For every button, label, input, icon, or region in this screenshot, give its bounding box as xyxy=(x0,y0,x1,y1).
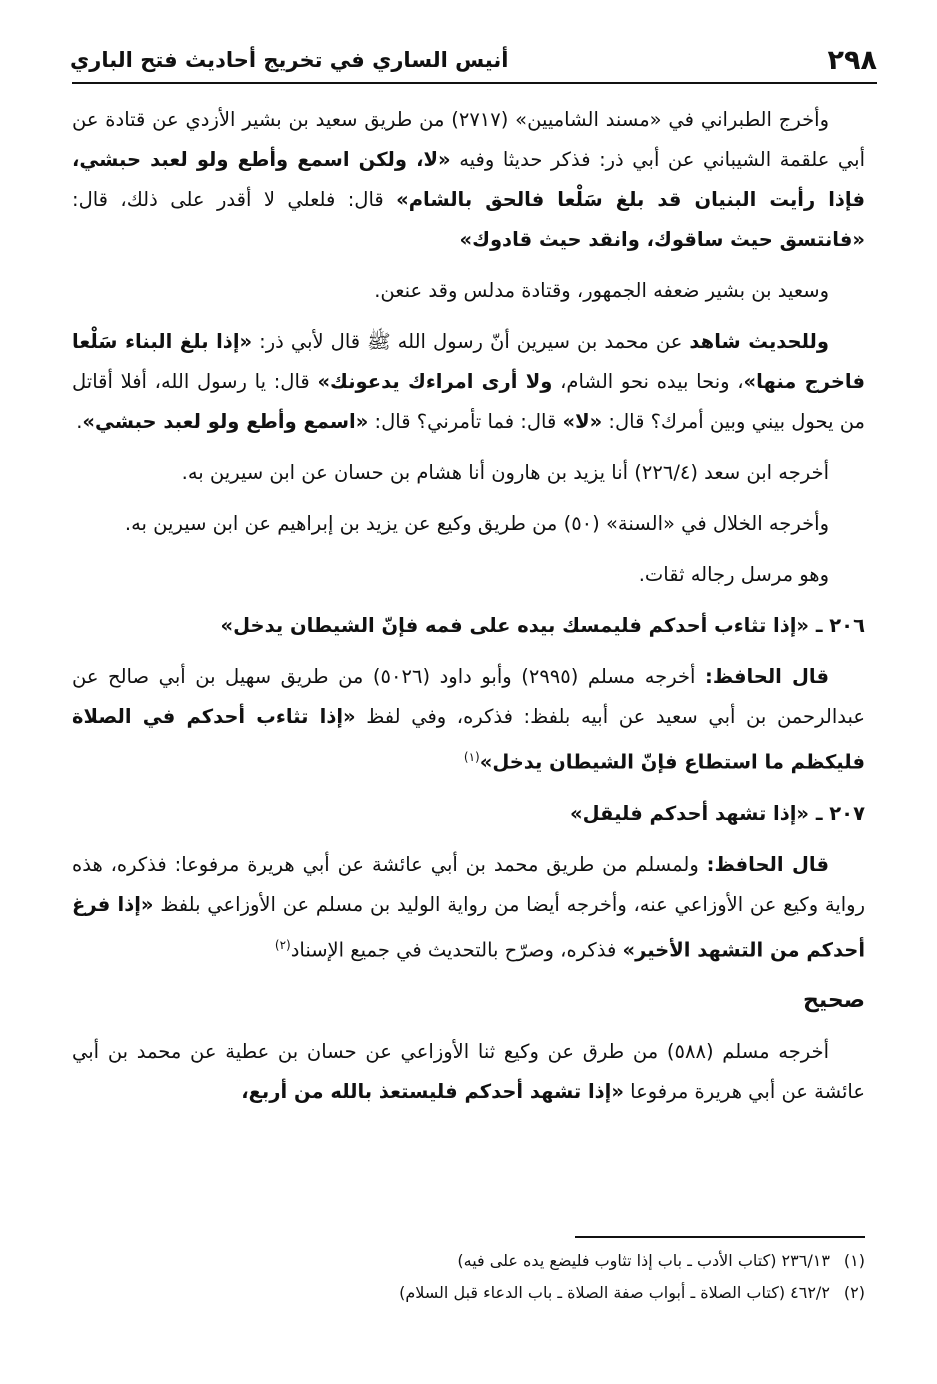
paragraph-grading: وسعيد بن بشير ضعفه الجمهور، وقتادة مدلس وقد عنعن. xyxy=(374,279,829,302)
hadith-quote: «اسمع وأطع ولو لعبد حبشي» xyxy=(82,410,369,433)
footnote-item xyxy=(200,1245,865,1277)
footnote-ref: (١) xyxy=(463,750,480,764)
footnote-number: (١) xyxy=(843,1251,865,1270)
bold-lead: وللحديث شاهد xyxy=(689,330,829,353)
paragraph-shahid xyxy=(72,322,865,442)
footnote-rule xyxy=(575,1236,865,1238)
hadith-quote: «فانتسق حيث ساقوك، وانقد حيث قادوك» xyxy=(459,228,865,251)
page-body xyxy=(72,100,865,1123)
paragraph-hafiz-207 xyxy=(72,845,865,971)
header-rule xyxy=(72,82,877,84)
footnote-item xyxy=(200,1277,865,1309)
running-title: أنيس الساري في تخريج أحاديث فتح الباري xyxy=(70,48,509,72)
footnote-ref: (٢) xyxy=(274,937,291,952)
hadith-quote: «لا» xyxy=(562,410,603,433)
text: فذكره، وصرّح بالتحديث في جميع الإسناد xyxy=(290,938,623,961)
hadith-quote: «إذا تثاءب أحدكم في الصلاة فليكظم ما استطاع فإنّ الشيطان يدخل» xyxy=(72,705,865,774)
footnote-text: ٤٦٢/٢ (كتاب الصلاة ـ أبواب صفة الصلاة ـ باب الدعاء قبل السلام) xyxy=(399,1283,830,1302)
text: أخرجه مسلم (٢٩٩٥) وأبو داود (٥٠٢٦) من طريق سهيل بن أبي صالح عن عبدالرحمن بن أبي سعيد عن أبيه بلفظ: فذكره، وفي لفظ xyxy=(72,665,865,728)
page-number: ٢٩٨ xyxy=(827,44,877,76)
text: قال: فما تأمرني؟ قال: xyxy=(368,410,563,433)
hadith-quote: «لا، ولكن اسمع وأطع ولو لعبد حبشي، فإذا رأيت البنيان قد بلغ سَلْعا فالحق بالشام» xyxy=(72,148,865,211)
hadith-heading-206: ٢٠٦ ـ «إذا تثاءب أحدكم فليمسك بيده على فمه فإنّ الشيطان يدخل» xyxy=(220,614,865,637)
text: ، ونحا بيده نحو الشام، xyxy=(552,370,744,393)
text: . xyxy=(76,410,83,433)
text: أخرجه مسلم (٥٨٨) من طرق عن وكيع ثنا الأوزاعي عن حسان بن عطية عن محمد بن أبي عائشة عن أبي هريرة مرفوعا xyxy=(72,1040,865,1103)
hadith-quote: «إذا بلغ البناء سَلْعا فاخرج منها» xyxy=(72,330,866,393)
bold-lead: قال الحافظ: xyxy=(706,852,829,876)
paragraph-hafiz-206 xyxy=(72,657,865,783)
footnotes xyxy=(200,1245,865,1309)
text: ولمسلم من طريق محمد بن أبي عائشة عن أبي هريرة مرفوعا: فذكره، هذه رواية وكيع عن الأوزاعي عنه، وأخرجه أيضا من رواية الوليد بن مسلم عن الأوزاعي بلفظ xyxy=(72,852,865,916)
footnote-number: (٢) xyxy=(843,1283,865,1302)
paragraph-khallal: وأخرجه الخلال في «السنة» (٥٠) من طريق وكيع عن يزيد بن إبراهيم عن ابن سيرين به. xyxy=(124,512,829,535)
paragraph-muslim xyxy=(72,1032,865,1112)
page-header xyxy=(70,40,877,80)
text: وأخرج الطبراني في «مسند الشاميين» (٢٧١٧) من طريق سعيد بن بشير الأزدي عن قتادة عن أبي علقمة الشيباني عن أبي ذر: فذكر حديثا وفيه xyxy=(72,108,865,171)
paragraph-tabarani xyxy=(72,100,865,260)
hadith-quote: «إذا فرغ أحدكم من التشهد الأخير» xyxy=(72,892,865,961)
bold-lead: قال الحافظ: xyxy=(705,665,829,688)
sahih-label: صحيح xyxy=(803,988,865,1013)
footnote-text: ٢٣٦/١٣ (كتاب الأدب ـ باب إذا تثاوب فليضع يده على فيه) xyxy=(457,1251,830,1270)
hadith-quote: ولا أرى امراءك يدعونك» xyxy=(317,370,553,393)
paragraph-mursal: وهو مرسل رجاله ثقات. xyxy=(638,563,829,586)
text: قال: يا رسول الله، أفلا أقاتل من يحول بيني وبين أمرك؟ قال: xyxy=(72,370,865,433)
text: قال: فلعلي لا أقدر على ذلك، قال: xyxy=(72,188,397,211)
hadith-heading-207: ٢٠٧ ـ «إذا تشهد أحدكم فليقل» xyxy=(570,801,865,825)
hadith-quote: «إذا تشهد أحدكم فليستعذ بالله من أربع، xyxy=(241,1080,624,1103)
paragraph-ibn-saad: أخرجه ابن سعد (٢٢٦/٤) أنا يزيد بن هارون أنا هشام بن حسان عن ابن سيرين به. xyxy=(181,461,829,484)
text: عن محمد بن سيرين أنّ رسول الله ﷺ قال لأبي ذر: xyxy=(252,330,690,353)
